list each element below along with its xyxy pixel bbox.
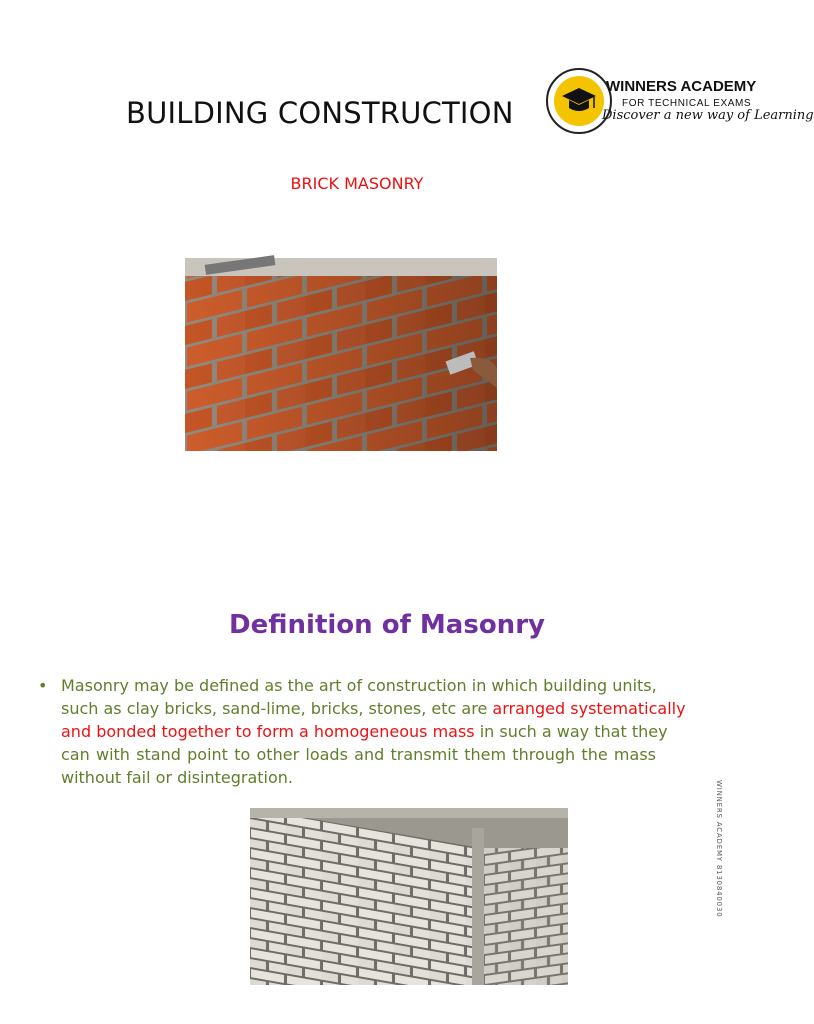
graduation-cap-badge-icon (546, 68, 612, 134)
bullet-line: and bonded together to form a homogeneous mass in such a way that they (61, 722, 668, 741)
bullet-dot-icon: • (38, 676, 48, 695)
highlighted-text: arranged systematically (492, 699, 686, 718)
bullet-line: Masonry may be defined as the art of construction in which building units, (61, 676, 657, 695)
highlighted-text: and bonded together to form a homogeneous mass (61, 722, 475, 741)
bullet-line: such as clay bricks, sand-lime, bricks, stones, etc are arranged systematically (61, 699, 686, 718)
page-subtitle: BRICK MASONRY (290, 174, 424, 193)
logo-tagline: FOR TECHNICAL EXAMS (622, 98, 752, 109)
logo-slogan: Discover a new way of Learning (602, 108, 814, 123)
brick-wall-photo (185, 258, 497, 451)
watermark: WINNERS ACADEMY 8130840030 (715, 780, 723, 918)
white-brick-wall-photo (250, 808, 568, 985)
section-heading: Definition of Masonry (229, 610, 545, 640)
page-title: BUILDING CONSTRUCTION (126, 96, 514, 130)
bullet-line: without fail or disintegration. (61, 768, 294, 787)
bullet-line: can with stand point to other loads and transmit them through the mass (61, 745, 656, 764)
academy-logo (546, 68, 814, 134)
logo-name: WINNERS ACADEMY (606, 78, 757, 95)
